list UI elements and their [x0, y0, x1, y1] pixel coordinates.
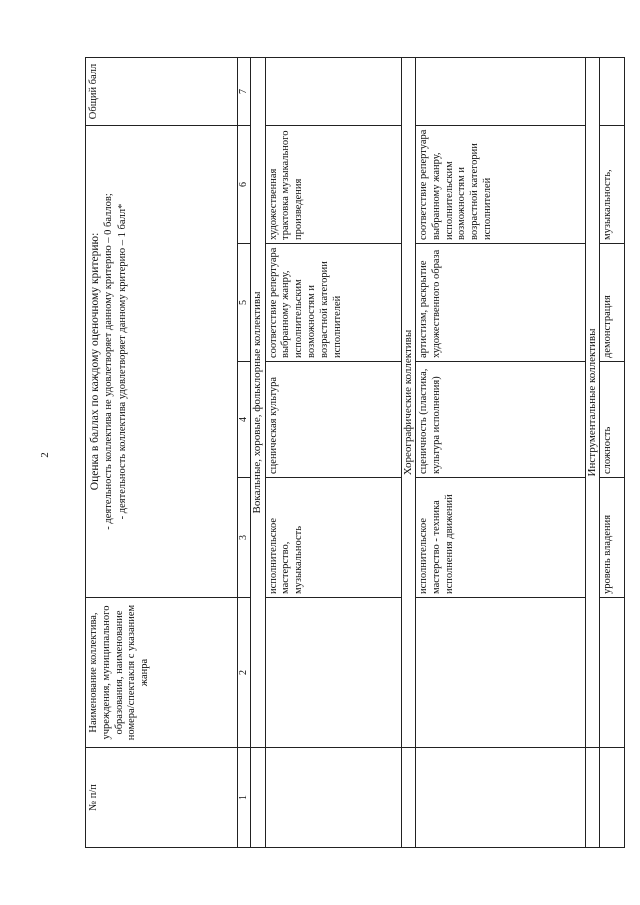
empty-cell [600, 748, 625, 848]
column-number: 7 [238, 57, 251, 125]
criterion-cell: музыкальность, [600, 125, 625, 243]
header-number: № п/п [86, 748, 238, 848]
empty-cell [265, 748, 401, 848]
section-title-choreo: Хореографические коллективы [401, 57, 415, 747]
criterion-cell: исполнительское мастерство, музыкальность [265, 478, 401, 598]
criterion-cell: художественная трактовка музыкального произведения [265, 125, 401, 243]
criterion-cell: артистизм, раскрытие художественного образа [416, 244, 586, 362]
criterion-cell: соответствие репертуара выбранному жанру, исполнительским возможностям и возрастной категории исполнителей [265, 244, 401, 362]
criteria-rule-one: - деятельность коллектива удовлетворяет данному критерию – 1 балл* [116, 203, 128, 520]
empty-cell [265, 57, 401, 125]
criterion-cell: соответствие репертуара выбранному жанру, исполнительским возможностям и возрастной категории исполнителей [416, 125, 586, 243]
column-number: 6 [238, 125, 251, 243]
criterion-cell: сценичность (пластика, культура исполнения) [416, 362, 586, 478]
header-total: Общий балл [86, 57, 238, 125]
column-number: 4 [238, 362, 251, 478]
section-title-vocal: Вокальные, хоровые, фольклорные коллективы [251, 57, 265, 747]
evaluation-table [85, 57, 625, 848]
page-number: 2 [38, 452, 51, 458]
empty-cell [416, 598, 586, 748]
section-number-cell [586, 748, 600, 848]
criterion-cell: сложность [600, 362, 625, 478]
criteria-sheet [85, 58, 625, 848]
section-title-instrumental: Инструментальные коллективы [586, 57, 600, 747]
criterion-cell: сценическая культура [265, 362, 401, 478]
criterion-cell: уровень владения [600, 478, 625, 598]
empty-cell [265, 598, 401, 748]
criterion-cell: демонстрация [600, 244, 625, 362]
section-number-cell [251, 748, 265, 848]
criteria-title: Оценка в баллах по каждому оценочному критерию: [89, 232, 101, 491]
empty-cell [600, 57, 625, 125]
column-number: 2 [238, 598, 251, 748]
column-number: 5 [238, 244, 251, 362]
criteria-rule-zero: - деятельность коллектива не удовлетворяет данному критерию – 0 баллов; [103, 193, 115, 530]
header-name: Наименование коллектива, учреждения, муниципального образования, наименование номера/спектакля с указанием жанра [86, 598, 238, 748]
empty-cell [416, 748, 586, 848]
section-number-cell [401, 748, 415, 848]
header-criteria [86, 125, 238, 597]
empty-cell [416, 57, 586, 125]
column-number: 3 [238, 478, 251, 598]
column-number: 1 [238, 748, 251, 848]
empty-cell [600, 598, 625, 748]
criterion-cell: исполнительское мастерство - техника исполнения движений [416, 478, 586, 598]
